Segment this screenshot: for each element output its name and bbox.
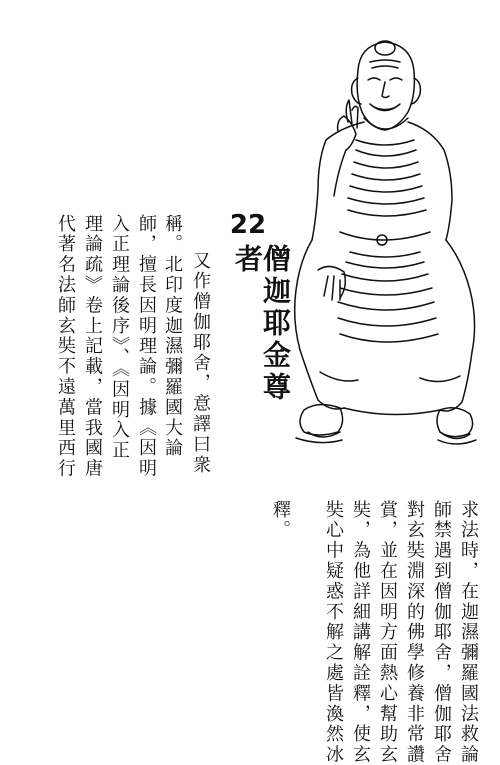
seated-arhat-figure-icon	[284, 28, 488, 453]
text-column-3: 師，擅長因明理論。據《因明	[136, 214, 157, 480]
text-column-5: 理論疏》卷上記載，當我國唐	[82, 214, 103, 480]
text-column-7: 求法時，在迦濕彌羅國法救論	[458, 500, 479, 765]
title-block	[225, 210, 292, 420]
title-number: 22	[229, 210, 267, 240]
text-column-10: 賞，並在因明方面熱心幫助玄	[377, 500, 398, 765]
text-column-1: 又作僧伽耶舍，意譯曰衆	[190, 251, 211, 476]
text-column-2: 稱。北印度迦濕彌羅國大論	[162, 214, 183, 459]
title-name: 僧迦耶金尊者	[231, 244, 292, 404]
text-column-13: 釋。	[270, 500, 291, 541]
text-column-8: 師禁遇到僧伽耶舍，僧伽耶舍	[431, 500, 452, 765]
text-column-4: 入正理論後序》、《因明入正	[109, 214, 130, 462]
text-column-9: 對玄奘淵深的佛學修養非常讚	[404, 500, 425, 765]
text-column-6: 代著名法師玄奘不遠萬里西行	[55, 214, 76, 480]
text-column-11: 奘，為他詳細講解詮釋，使玄	[350, 500, 371, 765]
text-column-12: 奘心中疑惑不解之處皆渙然冰	[323, 500, 344, 765]
